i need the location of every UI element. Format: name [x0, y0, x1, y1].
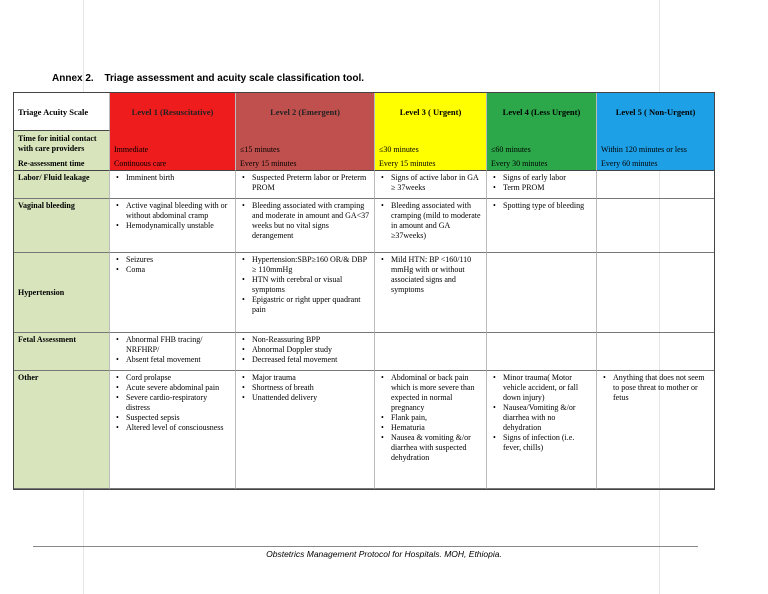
criteria-list [240, 335, 370, 365]
level-5-cell [597, 253, 714, 333]
level-5-cell [597, 333, 714, 371]
criteria-list [114, 201, 231, 231]
reassess-level-5: Every 60 minutes [597, 157, 714, 171]
criteria-item: • Absent fetal movement [126, 355, 231, 365]
caption-number: Annex 2. [52, 73, 94, 84]
criteria-item: • Epigastric or right upper quadrant pain [252, 295, 370, 315]
criteria-item: • Non-Reassuring BPP [252, 335, 370, 345]
vaginal-bleeding-row [14, 199, 714, 253]
triage-table [13, 92, 715, 490]
reassess-level-3: Every 15 minutes [375, 157, 487, 171]
level-2-cell [236, 371, 375, 489]
criteria-item: • Suspected Preterm labor or Preterm PROM [252, 173, 370, 193]
criteria-list [114, 255, 231, 275]
criteria-item: • Hematuria [391, 423, 482, 433]
criteria-item: • Bleeding associated with cramping and moderate in amount and GA<37 weeks but no vital signs derangement [252, 201, 370, 241]
criteria-item: • Decreased fetal movement [252, 355, 370, 365]
reassessment-row [14, 157, 714, 171]
row-label: Hypertension [14, 253, 110, 333]
criteria-item: • Abnormal Doppler study [252, 345, 370, 355]
level-3-cell [375, 253, 487, 333]
reassess-level-1: Continuous care [110, 157, 236, 171]
level-4-cell [487, 199, 597, 253]
criteria-item: • Signs of infection (i.e. fever, chills) [503, 433, 592, 453]
fetal-assessment-row [14, 333, 714, 371]
criteria-item: • Bleeding associated with cramping (mild to moderate in amount and GA ≥37weeks) [391, 201, 482, 241]
criteria-item: • Unattended delivery [252, 393, 370, 403]
time-level-5: Within 120 minutes or less [597, 131, 714, 157]
time-level-4: ≤60 minutes [487, 131, 597, 157]
criteria-item: • Flank pain, [391, 413, 482, 423]
criteria-item: • Spotting type of bleeding [503, 201, 592, 211]
footer-divider [33, 546, 698, 547]
criteria-list [491, 373, 592, 453]
criteria-item: • Cord prolapse [126, 373, 231, 383]
criteria-item: • Mild HTN: BP <160/110 mmHg with or without associated signs and symptoms [391, 255, 482, 295]
criteria-item: • HTN with cerebral or visual symptoms [252, 275, 370, 295]
criteria-item: • Altered level of consciousness [126, 423, 231, 433]
criteria-list [379, 373, 482, 463]
level-4-cell [487, 171, 597, 199]
table-body [14, 171, 714, 489]
criteria-list [379, 201, 482, 241]
criteria-item: • Hypertension:SBP≥160 OR/& DBP ≥ 110mmHg [252, 255, 370, 275]
criteria-list [114, 335, 231, 365]
level-5-cell [597, 371, 714, 489]
criteria-item: • Active vaginal bleeding with or without abdominal cramp [126, 201, 231, 221]
level-5-cell [597, 199, 714, 253]
criteria-list [240, 373, 370, 403]
level-3-cell [375, 333, 487, 371]
row-label: Vaginal bleeding [14, 199, 110, 253]
table-caption [52, 73, 364, 84]
hypertension-row [14, 253, 714, 333]
criteria-item: • Imminent birth [126, 173, 231, 183]
criteria-list [601, 373, 710, 403]
row-label: Other [14, 371, 110, 489]
level-3-cell [375, 199, 487, 253]
criteria-list [114, 173, 231, 183]
time-level-2: ≤15 minutes [236, 131, 375, 157]
time-label: Time for initial contact with care providers [14, 131, 110, 157]
caption-title: Triage assessment and acuity scale classification tool. [104, 73, 365, 84]
header-level-1: Level 1 (Resuscitative) [110, 93, 236, 131]
criteria-list [379, 255, 482, 295]
criteria-list [491, 201, 592, 211]
row-label: Labor/ Fluid leakage [14, 171, 110, 199]
level-5-cell [597, 171, 714, 199]
header-level-4: Level 4 (Less Urgent) [487, 93, 597, 131]
header-scale: Triage Acuity Scale [14, 93, 110, 131]
reassess-level-4: Every 30 minutes [487, 157, 597, 171]
time-row [14, 131, 714, 157]
criteria-list [240, 255, 370, 315]
criteria-list [114, 373, 231, 433]
level-1-cell [110, 171, 236, 199]
labor-fluid-row [14, 171, 714, 199]
criteria-list [379, 173, 482, 193]
criteria-item: • Major trauma [252, 373, 370, 383]
reassess-level-2: Every 15 minutes [236, 157, 375, 171]
criteria-item: • Signs of active labor in GA ≥ 37weeks [391, 173, 482, 193]
level-4-cell [487, 253, 597, 333]
criteria-item: • Signs of early labor [503, 173, 592, 183]
criteria-list [491, 173, 592, 193]
criteria-item: • Term PROM [503, 183, 592, 193]
criteria-list [240, 201, 370, 241]
criteria-item: • Seizures [126, 255, 231, 265]
criteria-item: • Abdominal or back pain which is more severe than expected in normal pregnancy [391, 373, 482, 413]
header-level-2: Level 2 (Emergent) [236, 93, 375, 131]
header-level-5: Level 5 ( Non-Urgent) [597, 93, 714, 131]
criteria-item: • Coma [126, 265, 231, 275]
header-row [14, 93, 714, 131]
level-1-cell [110, 333, 236, 371]
level-2-cell [236, 253, 375, 333]
level-1-cell [110, 371, 236, 489]
level-1-cell [110, 199, 236, 253]
reassess-label: Re-assessment time [14, 157, 110, 171]
level-3-cell [375, 371, 487, 489]
time-level-3: ≤30 minutes [375, 131, 487, 157]
criteria-item: • Nausea & vomiting &/or diarrhea with suspected dehydration [391, 433, 482, 463]
criteria-item: • Acute severe abdominal pain [126, 383, 231, 393]
level-3-cell [375, 171, 487, 199]
criteria-item: • Anything that does not seem to pose threat to mother or fetus [613, 373, 710, 403]
level-1-cell [110, 253, 236, 333]
row-label: Fetal Assessment [14, 333, 110, 371]
other-row [14, 371, 714, 489]
criteria-item: • Shortness of breath [252, 383, 370, 393]
level-2-cell [236, 199, 375, 253]
page-footer: Obstetrics Management Protocol for Hospitals. MOH, Ethiopia. [266, 549, 502, 559]
level-4-cell [487, 333, 597, 371]
level-2-cell [236, 333, 375, 371]
criteria-item: • Nausea/Vomiting &/or diarrhea with no dehydration [503, 403, 592, 433]
header-level-3: Level 3 ( Urgent) [375, 93, 487, 131]
criteria-list [240, 173, 370, 193]
criteria-item: • Hemodynamically unstable [126, 221, 231, 231]
criteria-item: • Abnormal FHB tracing/ NRFHRP/ [126, 335, 231, 355]
criteria-item: • Minor trauma( Motor vehicle accident, or fall down injury) [503, 373, 592, 403]
criteria-item: • Suspected sepsis [126, 413, 231, 423]
criteria-item: • Severe cardio-respiratory distress [126, 393, 231, 413]
level-4-cell [487, 371, 597, 489]
time-level-1: Immediate [110, 131, 236, 157]
level-2-cell [236, 171, 375, 199]
